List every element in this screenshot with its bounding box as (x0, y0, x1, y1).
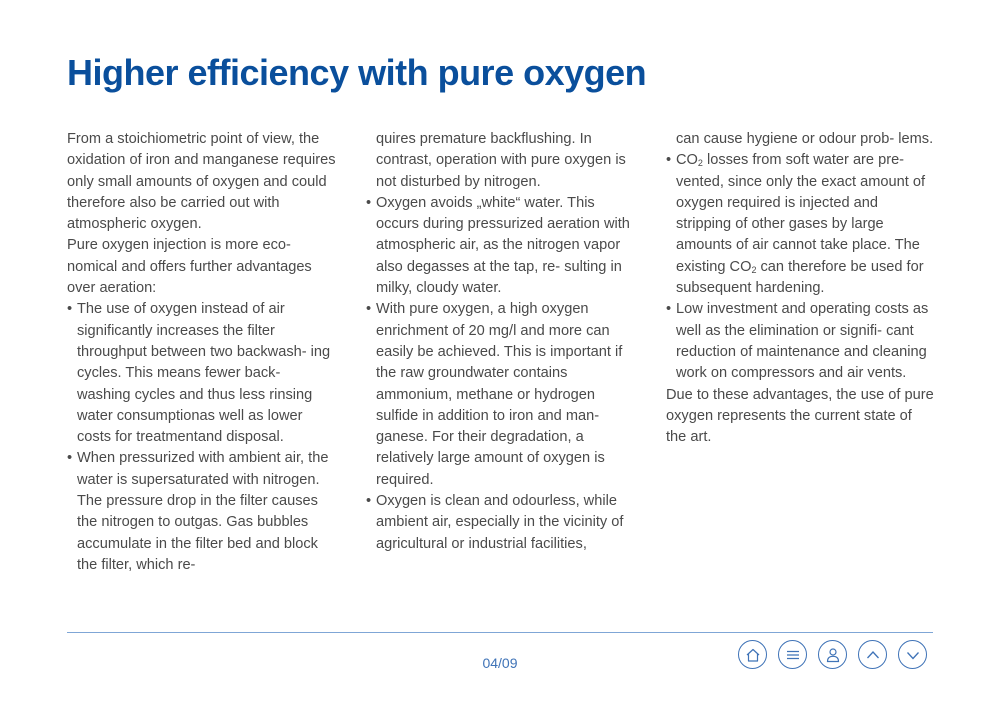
bullet-item (666, 150, 936, 299)
next-page-button[interactable] (898, 640, 927, 669)
menu-button[interactable] (778, 640, 807, 669)
text-column-2 (366, 129, 636, 555)
previous-page-button[interactable] (858, 640, 887, 669)
co2-subscript: 2 (751, 264, 757, 275)
text-column-1 (67, 129, 337, 576)
menu-icon (785, 647, 801, 663)
bullet-continuation: can cause hygiene or odour prob- lems. (676, 131, 934, 147)
navigation-bar (738, 640, 927, 669)
bullet-item: • Low investment and operating costs as well as the elimination or signifi- cant reduction of maintenance and cleaning work on compressors and air vents. (666, 299, 936, 384)
bullet-text: losses from soft water are pre- vented, since only the exact amount of oxygen required is injected and stripping of other gases by large amounts of air cannot take place. The existing (676, 152, 926, 275)
page-number: 04/09 (482, 655, 518, 671)
home-icon (745, 647, 761, 663)
bullet-continuation: quires premature backflushing. In contrast, operation with pure oxygen is not disturbed by nitrogen. (376, 131, 626, 190)
page-title: Higher efficiency with pure oxygen (67, 52, 647, 93)
home-button[interactable] (738, 640, 767, 669)
co2-text: CO (676, 152, 698, 169)
intro-paragraph-2: Pure oxygen injection is more eco- nomical and offers further advantages over aeration: (67, 237, 312, 297)
bullet-item: • Oxygen is clean and odourless, while ambient air, especially in the vicinity of agricultural or industrial facilities, (366, 491, 636, 555)
co2-subscript: 2 (697, 158, 703, 169)
bullet-item: • With pure oxygen, a high oxygen enrichment of 20 mg/l and more can easily be achieved. This is important if the raw groundwater contains ammonium, methane or hydrogen sulfide in addition to iron and man- ganese. For their degradation, a relatively large amount of oxygen is required. (366, 299, 636, 491)
footer-divider (67, 632, 933, 633)
person-icon (825, 647, 841, 663)
bullet-item: • When pressurized with ambient air, the water is supersaturated with nitrogen. The pressure drop in the filter causes the nitrogen to outgas. Gas bubbles accumulate in the filter bed and block the filter, which re- (67, 448, 337, 576)
text-column-3 (666, 129, 936, 448)
co2-text: CO (729, 258, 752, 275)
chevron-up-icon (865, 647, 881, 663)
closing-paragraph: Due to these advantages, the use of pure oxygen represents the current state of the art. (666, 386, 934, 446)
contact-button[interactable] (818, 640, 847, 669)
intro-paragraph: From a stoichiometric point of view, the oxidation of iron and manganese requires only small amounts of oxygen and could therefore also be carried out with atmospheric oxygen. (67, 131, 336, 233)
chevron-down-icon (905, 647, 921, 663)
bullet-item: • The use of oxygen instead of air significantly increases the filter throughput between two backwash- ing cycles. This means fewer back- washing cycles and thus less rinsing water consumptionas well as lower costs for treatmentand disposal. (67, 299, 337, 448)
bullet-item: • Oxygen avoids „white“ water. This occurs during pressurized aeration with atmospheric air, as the nitrogen vapor also degasses at the tap, re- sulting in milky, cloudy water. (366, 193, 636, 299)
bullet-text: can therefore be used for subsequent hardening. (676, 258, 924, 297)
